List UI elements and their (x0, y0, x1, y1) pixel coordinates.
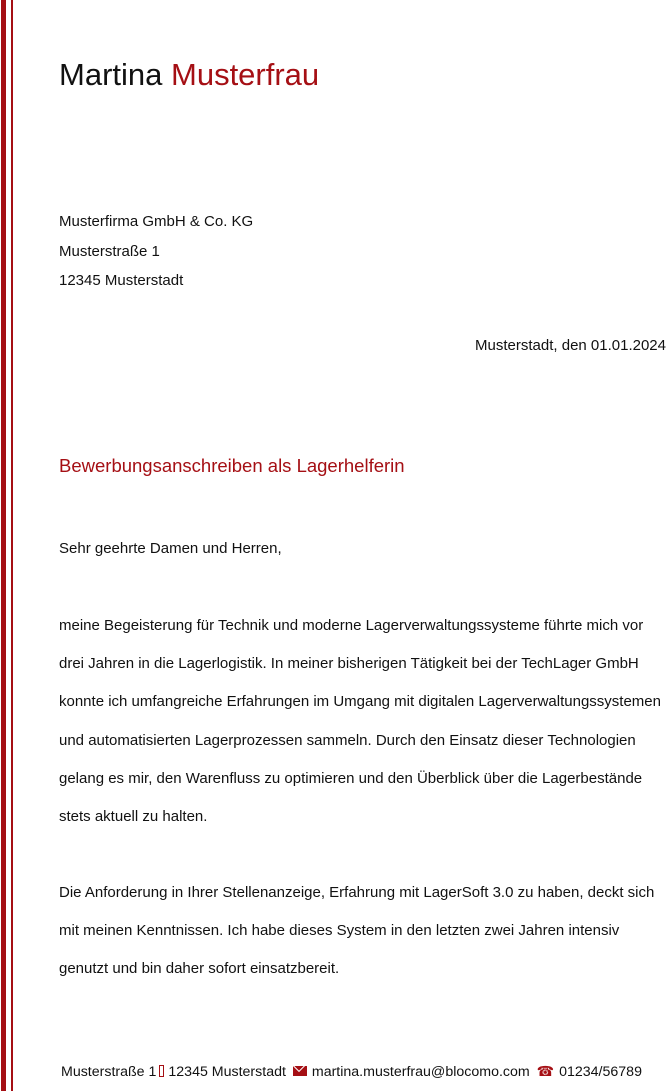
recipient-company: Musterfirma GmbH & Co. KG (59, 213, 254, 230)
left-accent-bar-thick (1, 0, 6, 1091)
footer-city: 12345 Musterstadt (168, 1064, 286, 1080)
sender-last-name: Musterfrau (171, 57, 320, 92)
footer-phone: 01234/56789 (559, 1064, 642, 1080)
date-line: Musterstadt, den 01.01.2024 (475, 337, 666, 354)
phone-icon: ☎ (536, 1063, 555, 1079)
body-paragraph-1: meine Begeisterung für Technik und moderne Lagerverwaltungssysteme führte mich vor drei Jahren in die Lagerlogistik. In meiner bisherigen Tätigkeit bei der TechLager GmbH konnte ich umfangreiche Erfahrungen im Umgang mit digitalen Lagerverwaltungssystemen und automatisierten Lagerprozessen sammeln. Durch den Einsatz dieser Technologien gelang es mir, den Warenfluss zu optimieren und den Überblick über die Lagerbestände stets aktuell zu halten. (59, 617, 661, 826)
salutation: Sehr geehrte Damen und Herren, (59, 540, 282, 557)
recipient-city: 12345 Musterstadt (59, 272, 184, 289)
home-icon (159, 1065, 164, 1077)
mail-icon (293, 1066, 307, 1076)
left-accent-bar-thin (11, 0, 13, 1091)
body-paragraph-2: Die Anforderung in Ihrer Stellenanzeige, Erfahrung mit LagerSoft 3.0 zu haben, deckt sich mit meinen Kenntnissen. Ich habe dieses System in den letzten zwei Jahren intensiv genutzt und bin daher sofort einsatzbereit. (59, 884, 655, 978)
sender-first-name: Martina (59, 57, 163, 92)
sender-name (59, 56, 319, 94)
recipient-street: Musterstraße 1 (59, 242, 160, 260)
recipient-address (59, 207, 253, 296)
letter-subject: Bewerbungsanschreiben als Lagerhelferin (59, 455, 405, 476)
footer-street: Musterstraße 1 (61, 1064, 157, 1080)
footer-contact (61, 1061, 642, 1082)
footer-email: martina.musterfrau@blocomo.com (311, 1064, 530, 1080)
